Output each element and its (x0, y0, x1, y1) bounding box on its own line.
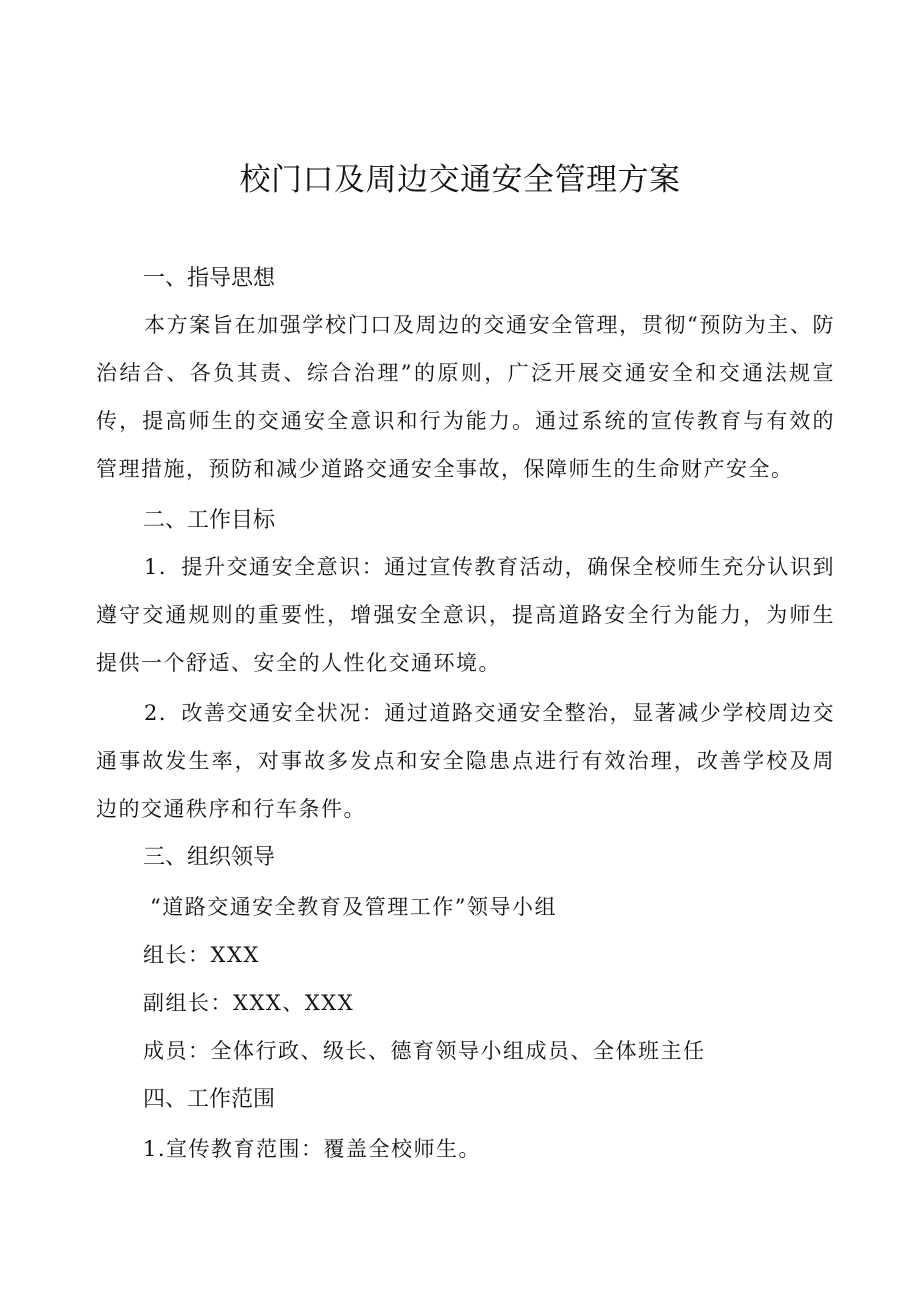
section-heading-work-scope: 四、工作范围 (143, 1087, 276, 1112)
group-leader-line: 组长：XXX (143, 943, 260, 967)
section-heading-organization: 三、组织领导 (143, 845, 276, 870)
section-heading-guiding-thought: 一、指导思想 (143, 266, 276, 291)
paragraph-goal-2: 2．改善交通安全状况：通过道路交通安全整治，显著减少学校周边交通事故发生率，对事故多发点和安全隐患点进行有效治理，改善学校及周边的交通秩序和行车条件。 (96, 701, 835, 821)
paragraph-guiding-thought: 本方案旨在加强学校门口及周边的交通安全管理，贯彻“预防为主、防治结合、各负其责、综合治理”的原则，广泛开展交通安全和交通法规宣传，提高师生的交通安全意识和行为能力。通过系统的宣传教育与有效的管理措施，预防和减少道路交通安全事故，保障师生的生命财产安全。 (96, 313, 835, 481)
deputy-leader-line: 副组长：XXX、XXX (143, 991, 355, 1015)
document-title: 校门口及周边交通安全管理方案 (239, 162, 681, 198)
scope-item-1: 1.宣传教育范围：覆盖全校师生。 (143, 1137, 482, 1161)
section-heading-work-goals: 二、工作目标 (143, 508, 276, 533)
paragraph-goal-1: 1．提升交通安全意识：通过宣传教育活动，确保全校师生充分认识到遵守交通规则的重要性，增强安全意识，提高道路安全行为能力，为师生提供一个舒适、安全的人性化交通环境。 (96, 555, 835, 675)
leadership-group-name: “道路交通安全教育及管理工作”领导小组 (150, 895, 557, 919)
members-line: 成员：全体行政、级长、德育领导小组成员、全体班主任 (143, 1039, 706, 1063)
